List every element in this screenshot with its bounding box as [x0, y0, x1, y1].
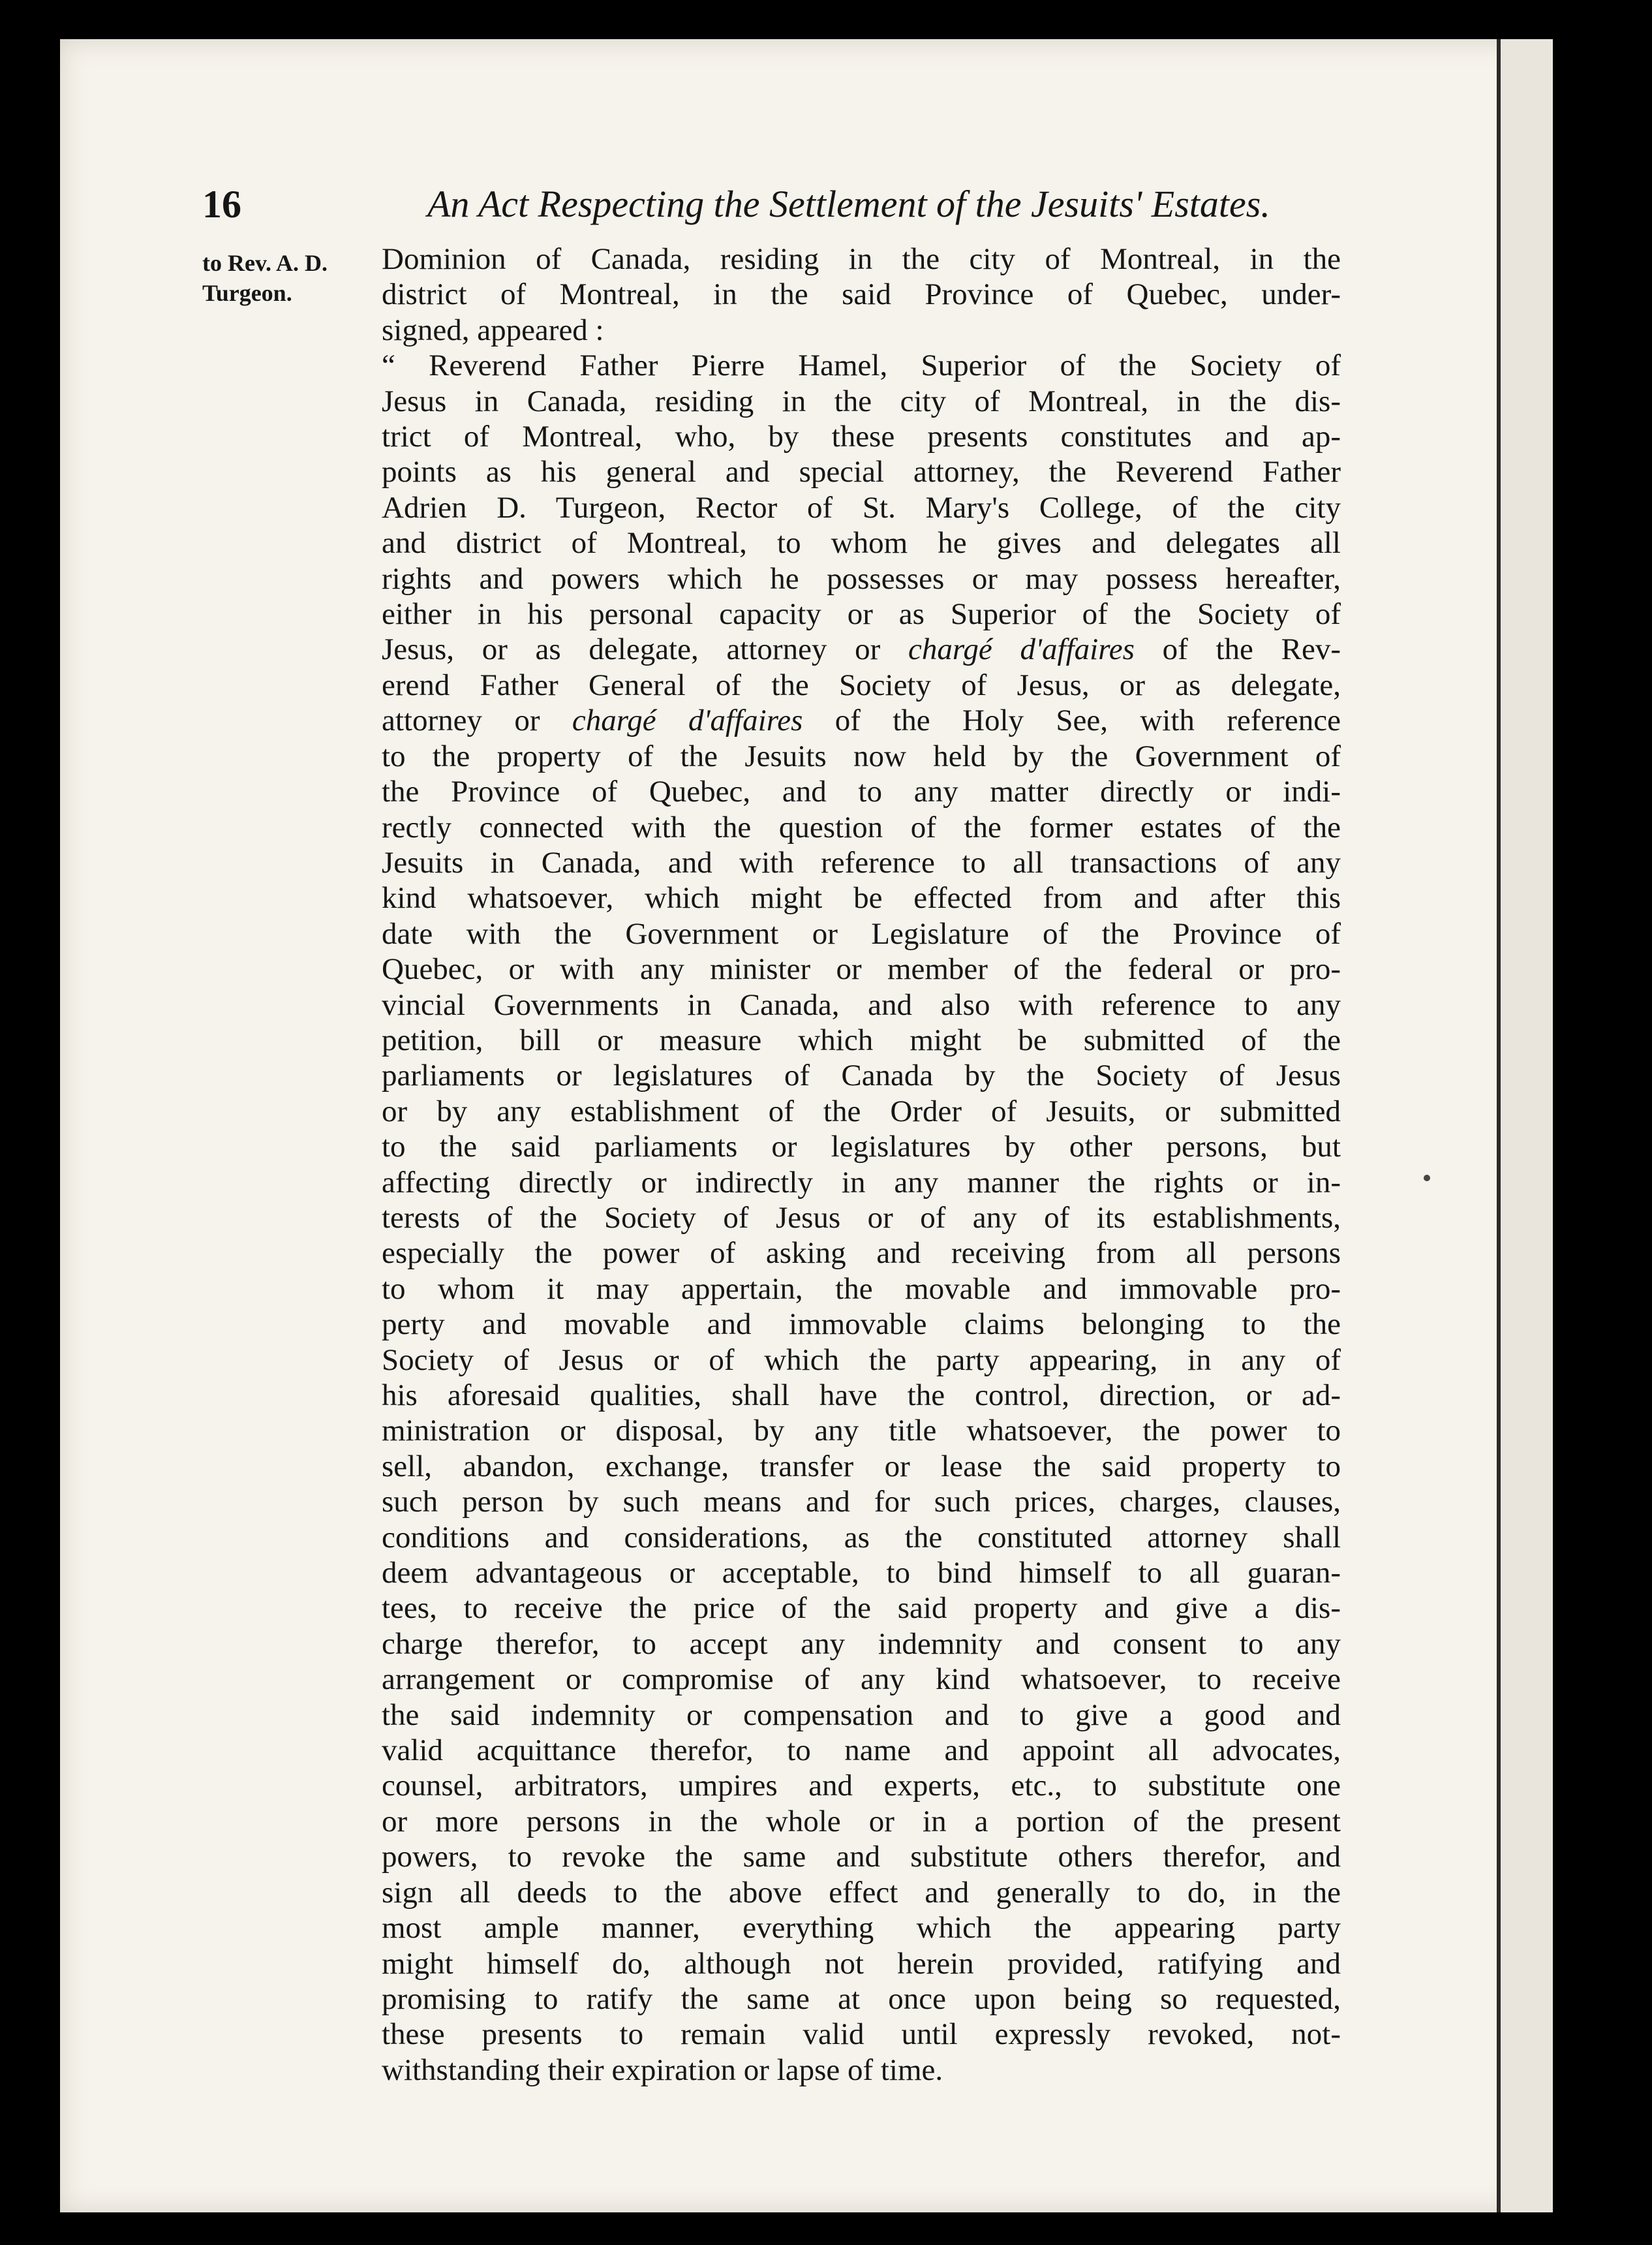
margin-note — [202, 248, 378, 308]
text-line: and district of Montreal, to whom he gives and delegates all — [382, 526, 1341, 561]
text-line: his aforesaid qualities, shall have the control, direction, or ad- — [382, 1378, 1341, 1412]
text-line: parliaments or legislatures of Canada by the Society of Jesus — [382, 1059, 1341, 1093]
text-line: or more persons in the whole or in a portion of the present — [382, 1804, 1341, 1838]
text-line: especially the power of asking and receiving from all persons — [382, 1236, 1341, 1271]
text-line: to whom it may appertain, the movable and immovable pro- — [382, 1271, 1341, 1306]
text-line: signed, appeared : — [382, 313, 604, 347]
text-line: erend Father General of the Society of Jesus, or as delegate, — [382, 668, 1341, 702]
text-line: tees, to receive the price of the said property and give a dis- — [382, 1591, 1341, 1626]
adjacent-page-edge — [1501, 39, 1553, 2212]
text-line: terests of the Society of Jesus or of any of its establishments, — [382, 1200, 1341, 1235]
running-title: An Act Respecting the Settlement of the Jesuits' Estates. — [427, 183, 1270, 225]
text-line: Jesus, or as delegate, attorney or chargé d'affaires of the Rev- — [382, 632, 1341, 667]
text-line: the said indemnity or compensation and to give a good and — [382, 1697, 1341, 1732]
text-line: withstanding their expiration or lapse of time. — [382, 2052, 943, 2087]
text-line: promising to ratify the same at once upon being so requested, — [382, 1981, 1341, 2016]
text-line: Jesus in Canada, residing in the city of Montreal, in the dis- — [382, 384, 1341, 418]
text-line: deem advantageous or acceptable, to bind himself to all guaran- — [382, 1556, 1341, 1590]
text-line: either in his personal capacity or as Superior of the Society of — [382, 597, 1341, 632]
text-line: Society of Jesus or of which the party appearing, in any of — [382, 1342, 1341, 1377]
text-line: affecting directly or indirectly in any manner the rights or in- — [382, 1165, 1341, 1200]
page-number: 16 — [202, 183, 241, 226]
text-line: district of Montreal, in the said Province of Quebec, under- — [382, 277, 1341, 312]
text-line: Dominion of Canada, residing in the city of Montreal, in the — [382, 242, 1341, 276]
text-line: the Province of Quebec, and to any matter directly or indi- — [382, 775, 1341, 809]
body-text — [382, 241, 1341, 2088]
text-line: petition, bill or measure which might be submitted of the — [382, 1023, 1341, 1057]
text-line: points as his general and special attorney, the Reverend Father — [382, 455, 1341, 489]
text-line: to the property of the Jesuits now held by the Government of — [382, 739, 1341, 773]
text-line: “ Reverend Father Pierre Hamel, Superior of the Society of — [382, 348, 1341, 383]
text-line: ministration or disposal, by any title whatsoever, the power to — [382, 1414, 1341, 1448]
text-line: arrangement or compromise of any kind whatsoever, to receive — [382, 1662, 1341, 1697]
text-line: kind whatsoever, which might be effected from and after this — [382, 881, 1341, 916]
text-line: powers, to revoke the same and substitute others therefor, and — [382, 1840, 1341, 1874]
text-line: might himself do, although not herein provided, ratifying and — [382, 1946, 1341, 1981]
text-line: to the said parliaments or legislatures by other persons, but — [382, 1130, 1341, 1164]
text-line: most ample manner, everything which the appearing party — [382, 1911, 1341, 1945]
ink-speck — [1424, 1175, 1430, 1181]
text-line: rectly connected with the question of the former estates of the — [382, 810, 1341, 844]
margin-note-line: Turgeon. — [202, 280, 292, 306]
text-line: or by any establishment of the Order of Jesuits, or submitted — [382, 1094, 1341, 1128]
text-line: perty and movable and immovable claims belonging to the — [382, 1307, 1341, 1342]
text-line: date with the Government or Legislature of the Province of — [382, 916, 1341, 951]
text-line: valid acquittance therefor, to name and appoint all advocates, — [382, 1733, 1341, 1768]
text-line: rights and powers which he possesses or may possess hereafter, — [382, 561, 1341, 596]
text-line: conditions and considerations, as the constituted attorney shall — [382, 1520, 1341, 1555]
italic-phrase: chargé d'affaires — [908, 632, 1135, 667]
text-line: sell, abandon, exchange, transfer or lease the said property to — [382, 1449, 1341, 1483]
italic-phrase: chargé d'affaires — [572, 704, 803, 738]
text-line: sign all deeds to the above effect and generally to do, in the — [382, 1875, 1341, 1910]
text-line: trict of Montreal, who, by these presents constitutes and ap- — [382, 420, 1341, 454]
text-line: counsel, arbitrators, umpires and experts, etc., to substitute one — [382, 1769, 1341, 1803]
text-line: attorney or chargé d'affaires of the Holy See, with reference — [382, 704, 1341, 738]
text-line: these presents to remain valid until expressly revoked, not- — [382, 2017, 1341, 2052]
margin-note-line: to Rev. A. D. — [202, 250, 328, 276]
text-line: Quebec, or with any minister or member of the federal or pro- — [382, 952, 1341, 987]
text-line: such person by such means and for such prices, charges, clauses, — [382, 1485, 1341, 1519]
text-line: vincial Governments in Canada, and also with reference to any — [382, 987, 1341, 1022]
text-line: Jesuits in Canada, and with reference to all transactions of any — [382, 845, 1341, 880]
page-header — [202, 175, 1390, 234]
text-line: charge therefor, to accept any indemnity and consent to any — [382, 1626, 1341, 1661]
text-line: Adrien D. Turgeon, Rector of St. Mary's College, of the city — [382, 490, 1341, 525]
page-gutter-line — [1497, 39, 1501, 2212]
